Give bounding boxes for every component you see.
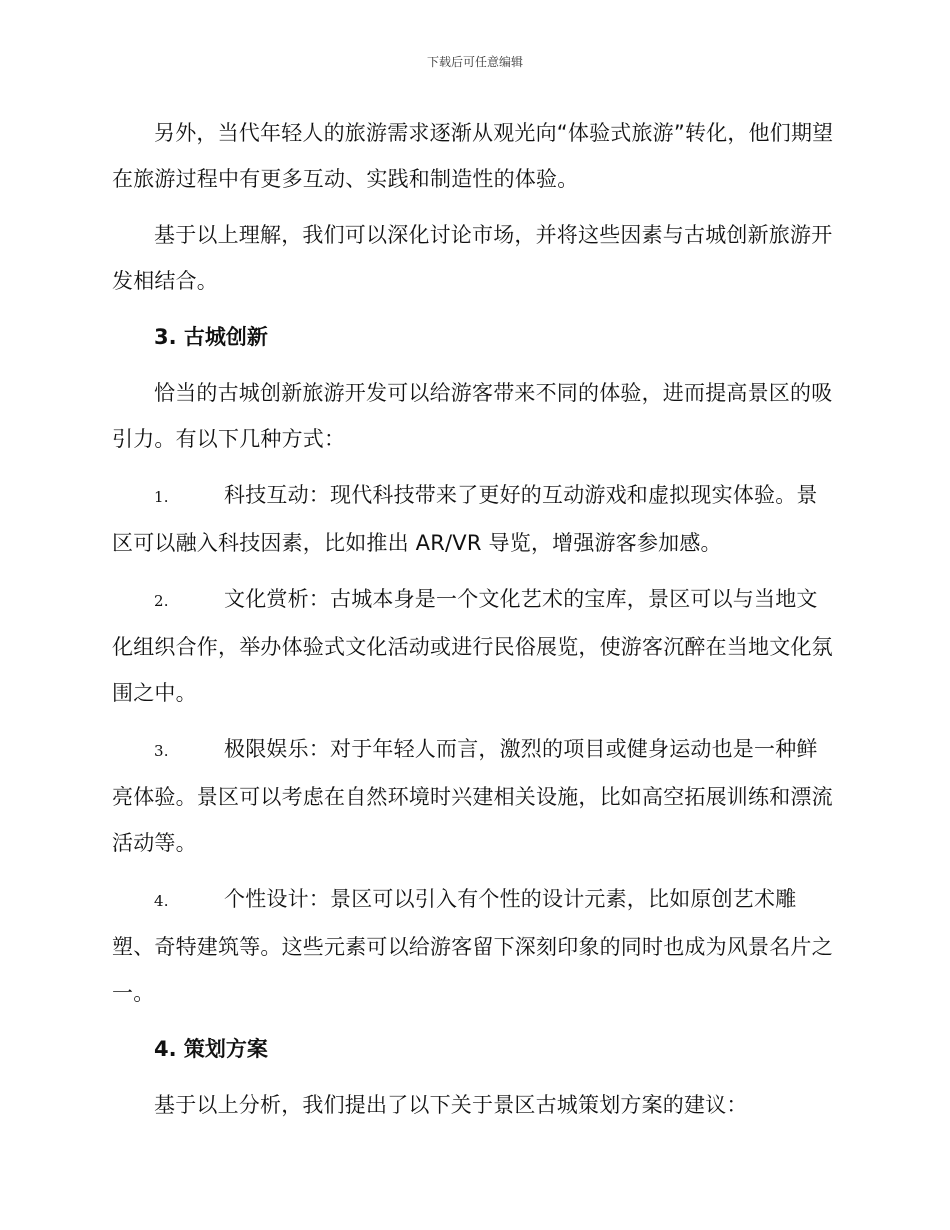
paragraph-innovation-intro: 恰当的古城创新旅游开发可以给游客带来不同的体验，进而提高景区的吸引力。有以下几种方式：: [112, 381, 833, 451]
list-item-text: 个性设计：景区可以引入有个性的设计元素，比如原创艺术雕塑、奇特建筑等。这些元素可以给游客留下深刻印象的同时也成为风景名片之一。: [112, 887, 833, 1005]
list-item: [112, 472, 834, 566]
list-number: 4.: [154, 892, 169, 910]
list-number: 2.: [154, 592, 169, 610]
paragraph-experience-tourism: 另外，当代年轻人的旅游需求逐渐从观光向“体验式旅游”转化，他们期望在旅游过程中有更多互动、实践和制造性的体验。: [112, 121, 834, 191]
list-number: 3.: [154, 742, 169, 760]
section-heading-planning-scheme: 4. 策划方案: [154, 1037, 268, 1061]
list-item-text: 极限娱乐：对于年轻人而言，激烈的项目或健身运动也是一种鲜亮体验。景区可以考虑在自然环境时兴建相关设施，比如高空拓展训练和漂流活动等。: [112, 737, 833, 855]
list-item: [112, 576, 834, 716]
list-item-text: 科技互动：现代科技带来了更好的互动游戏和虚拟现实体验。景区可以融入科技因素，比如推出 AR/VR 导览，增强游客参加感。: [112, 483, 818, 555]
list-item: [112, 876, 834, 1016]
page-header: 下载后可任意编辑: [426, 55, 523, 69]
list-item: [112, 726, 834, 866]
list-item-text: 文化赏析：古城本身是一个文化艺术的宝库，景区可以与当地文化组织合作，举办体验式文化活动或进行民俗展览，使游客沉醉在当地文化氛围之中。: [112, 587, 833, 705]
paragraph-market-discussion: 基于以上理解，我们可以深化讨论市场，并将这些因素与古城创新旅游开发相结合。: [112, 223, 833, 293]
list-number: 1.: [154, 488, 169, 506]
paragraph-planning-intro: 基于以上分析，我们提出了以下关于景区古城策划方案的建议：: [154, 1093, 748, 1117]
section-heading-ancient-city-innovation: 3. 古城创新: [154, 325, 268, 349]
document-body: [112, 110, 834, 1138]
